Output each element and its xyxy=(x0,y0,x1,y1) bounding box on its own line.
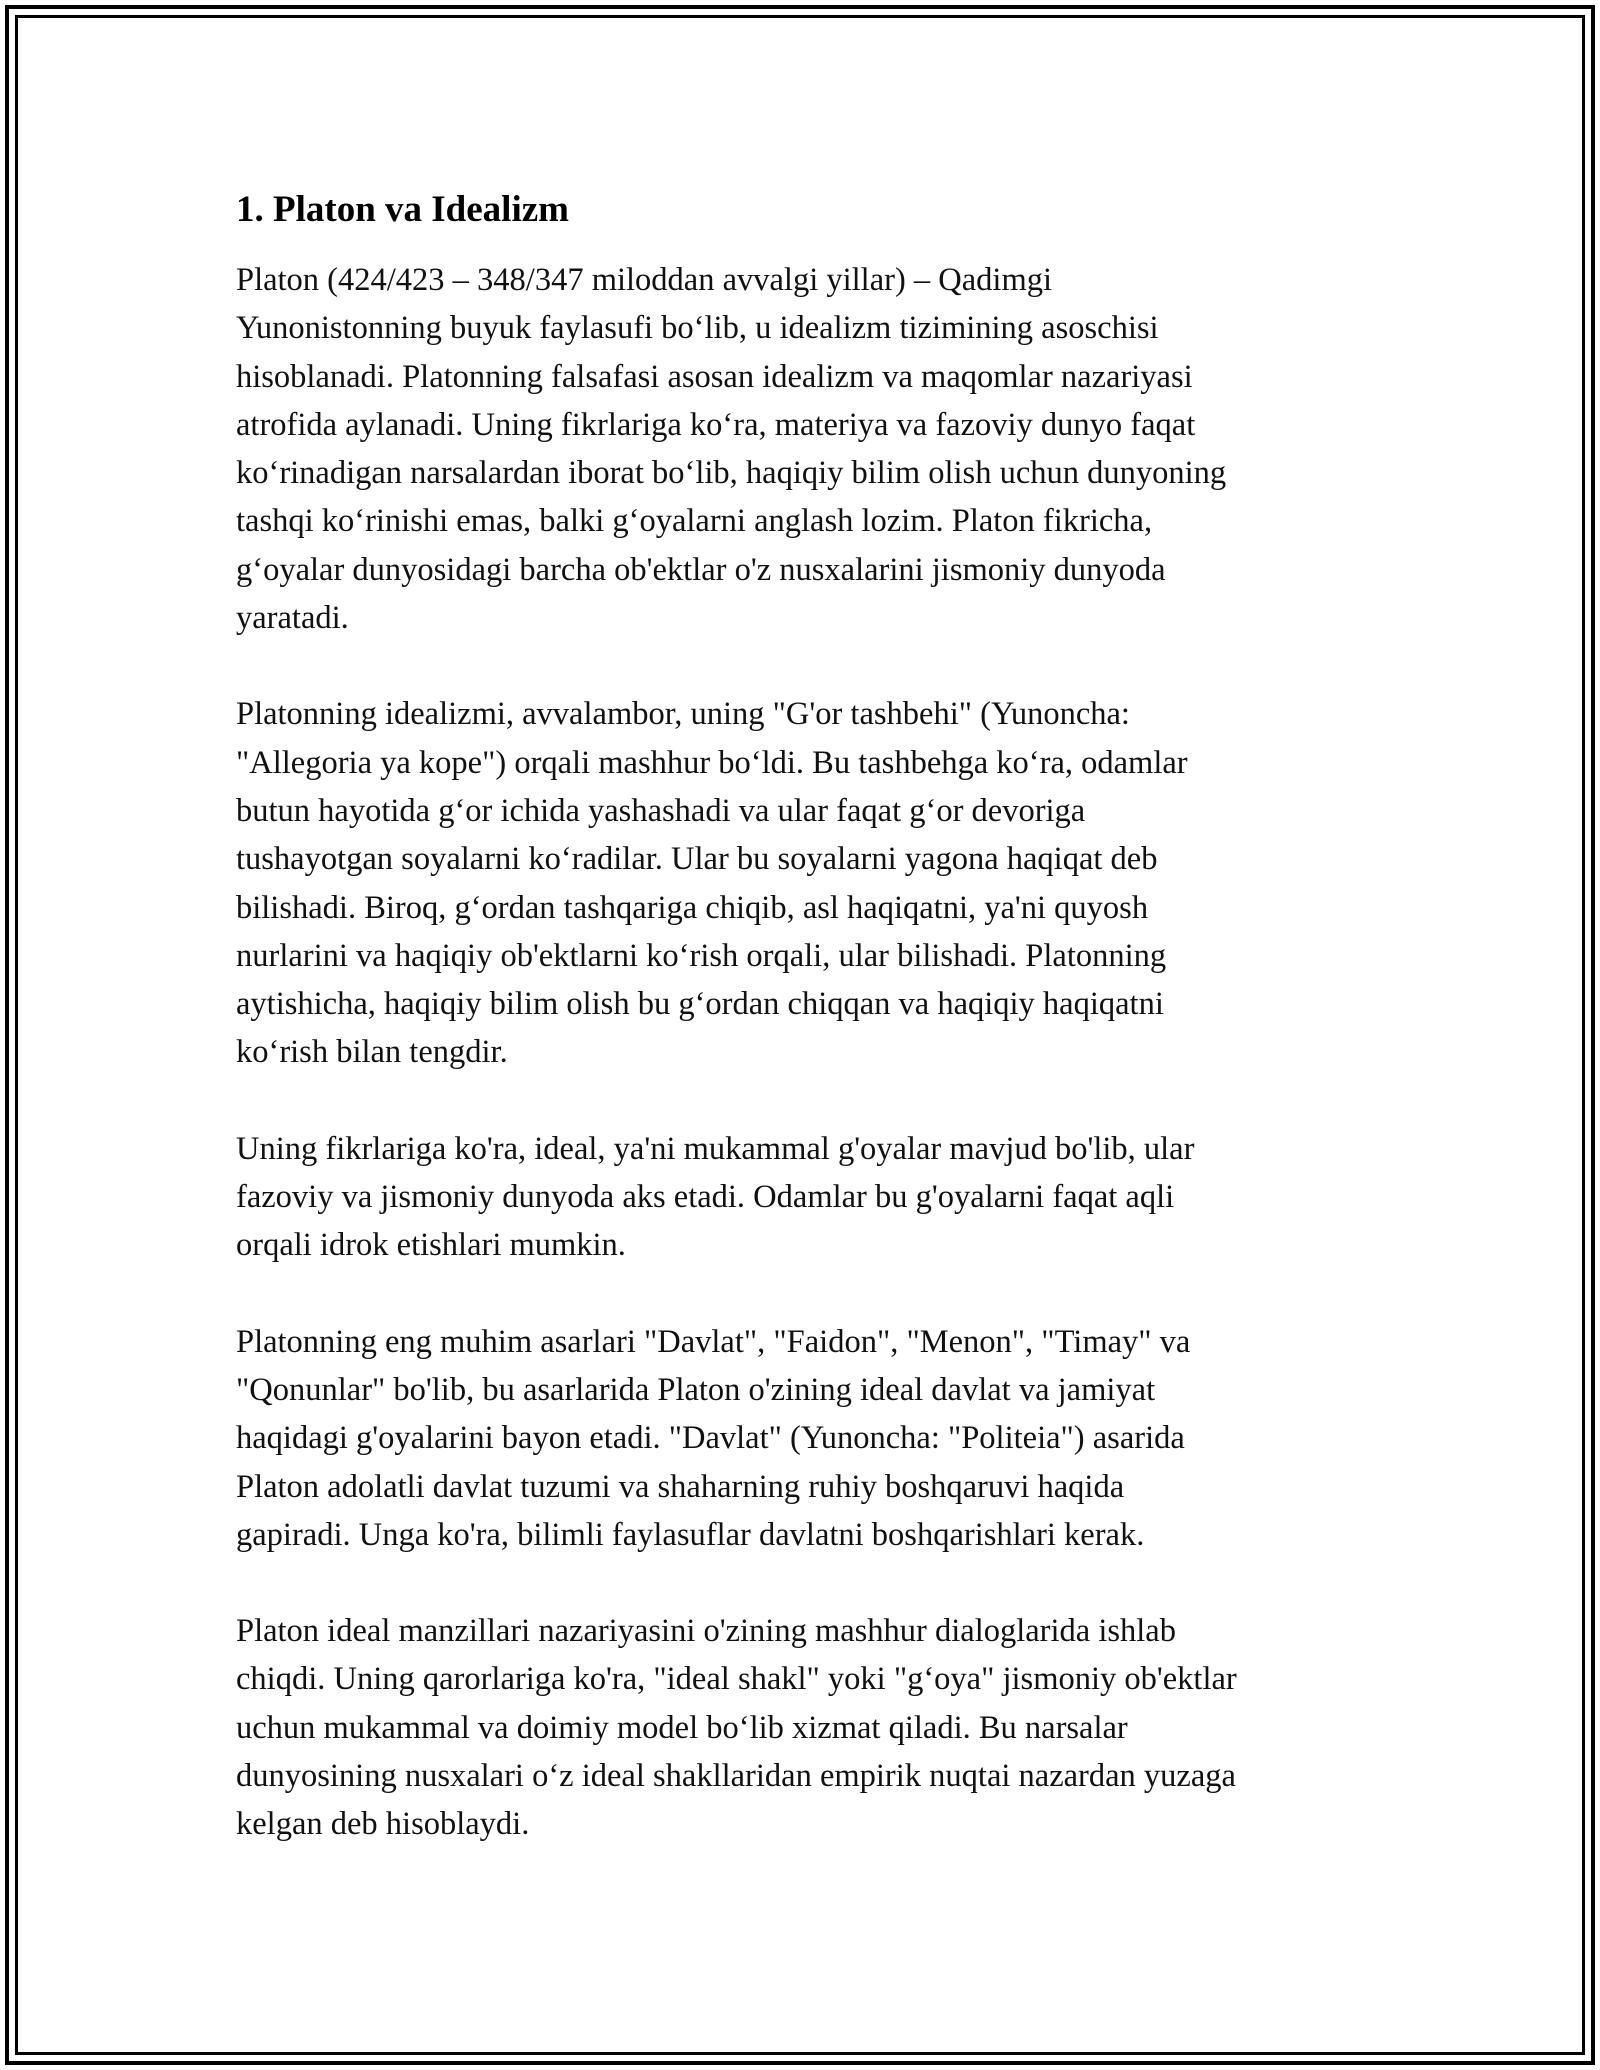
paragraph-4: Platonning eng muhim asarlari "Davlat", "Faidon", "Menon", "Timay" va "Qonunlar" bo'lib, bu asarlarida Platon o'zining ideal davlat va jamiyat haqidagi g'oyalarini bayon etadi. "Davlat" (Yunoncha: "Politeia") asarida Platon adolatli davlat tuzumi va shaharning ruhiy boshqaruvi haqida gapiradi. Unga ko'ra, bilimli faylasuflar davlatni boshqarishlari kerak. xyxy=(236,1323,1191,1553)
document-body xyxy=(236,186,1376,1897)
paragraph-2: Platonning idealizmi, avvalambor, uning "G'or tashbehi" (Yunoncha: "Allegoria ya kope") orqali mashhur bo‘ldi. Bu tashbehga ko‘ra, odamlar butun hayotida g‘or ichida yashashadi va ular faqat g‘or devoriga tushayotgan soyalarni ko‘radilar. Ular bu soyalarni yagona haqiqat deb bilishadi. Biroq, g‘ordan tashqariga chiqib, asl haqiqatni, ya'ni quyosh nurlarini va haqiqiy ob'ektlarni ko‘rish orqali, ular bilishadi. Platonning aytishicha, haqiqiy bilim olish bu g‘ordan chiqqan va haqiqiy haqiqatni ko‘rish bilan tengdir. xyxy=(236,696,1188,1071)
paragraph-3: Uning fikrlariga ko'ra, ideal, ya'ni mukammal g'oyalar mavjud bo'lib, ular fazoviy va jismoniy dunyoda aks etadi. Odamlar bu g'oyalarni faqat aqli orqali idrok etishlari mumkin. xyxy=(236,1130,1195,1264)
section-heading: 1. Platon va Idealizm xyxy=(236,189,569,230)
paragraph-5: Platon ideal manzillari nazariyasini o'zining mashhur dialoglarida ishlab chiqdi. Uning qarorlariga ko'ra, "ideal shakl" yoki "g‘oya" jismoniy ob'ektlar uchun mukammal va doimiy model bo‘lib xizmat qiladi. Bu narsalar dunyosining nusxalari o‘z ideal shakllaridan empirik nuqtai nazardan yuzaga kelgan deb hisoblaydi. xyxy=(236,1613,1237,1843)
paragraph-1: Platon (424/423 – 348/347 miloddan avvalgi yillar) – Qadimgi Yunonistonning buyuk faylasufi bo‘lib, u idealizm tizimining asoschisi hisoblanadi. Platonning falsafasi asosan idealizm va maqomlar nazariyasi atrofida aylanadi. Uning fikrlariga ko‘ra, materiya va fazoviy dunyo faqat ko‘rinadigan narsalardan iborat bo‘lib, haqiqiy bilim olish uchun dunyoning tashqi ko‘rinishi emas, balki g‘oyalarni anglash lozim. Platon fikricha, g‘oyalar dunyosidagi barcha ob'ektlar o'z nusxalarini jismoniy dunyoda yaratadi. xyxy=(236,262,1227,637)
